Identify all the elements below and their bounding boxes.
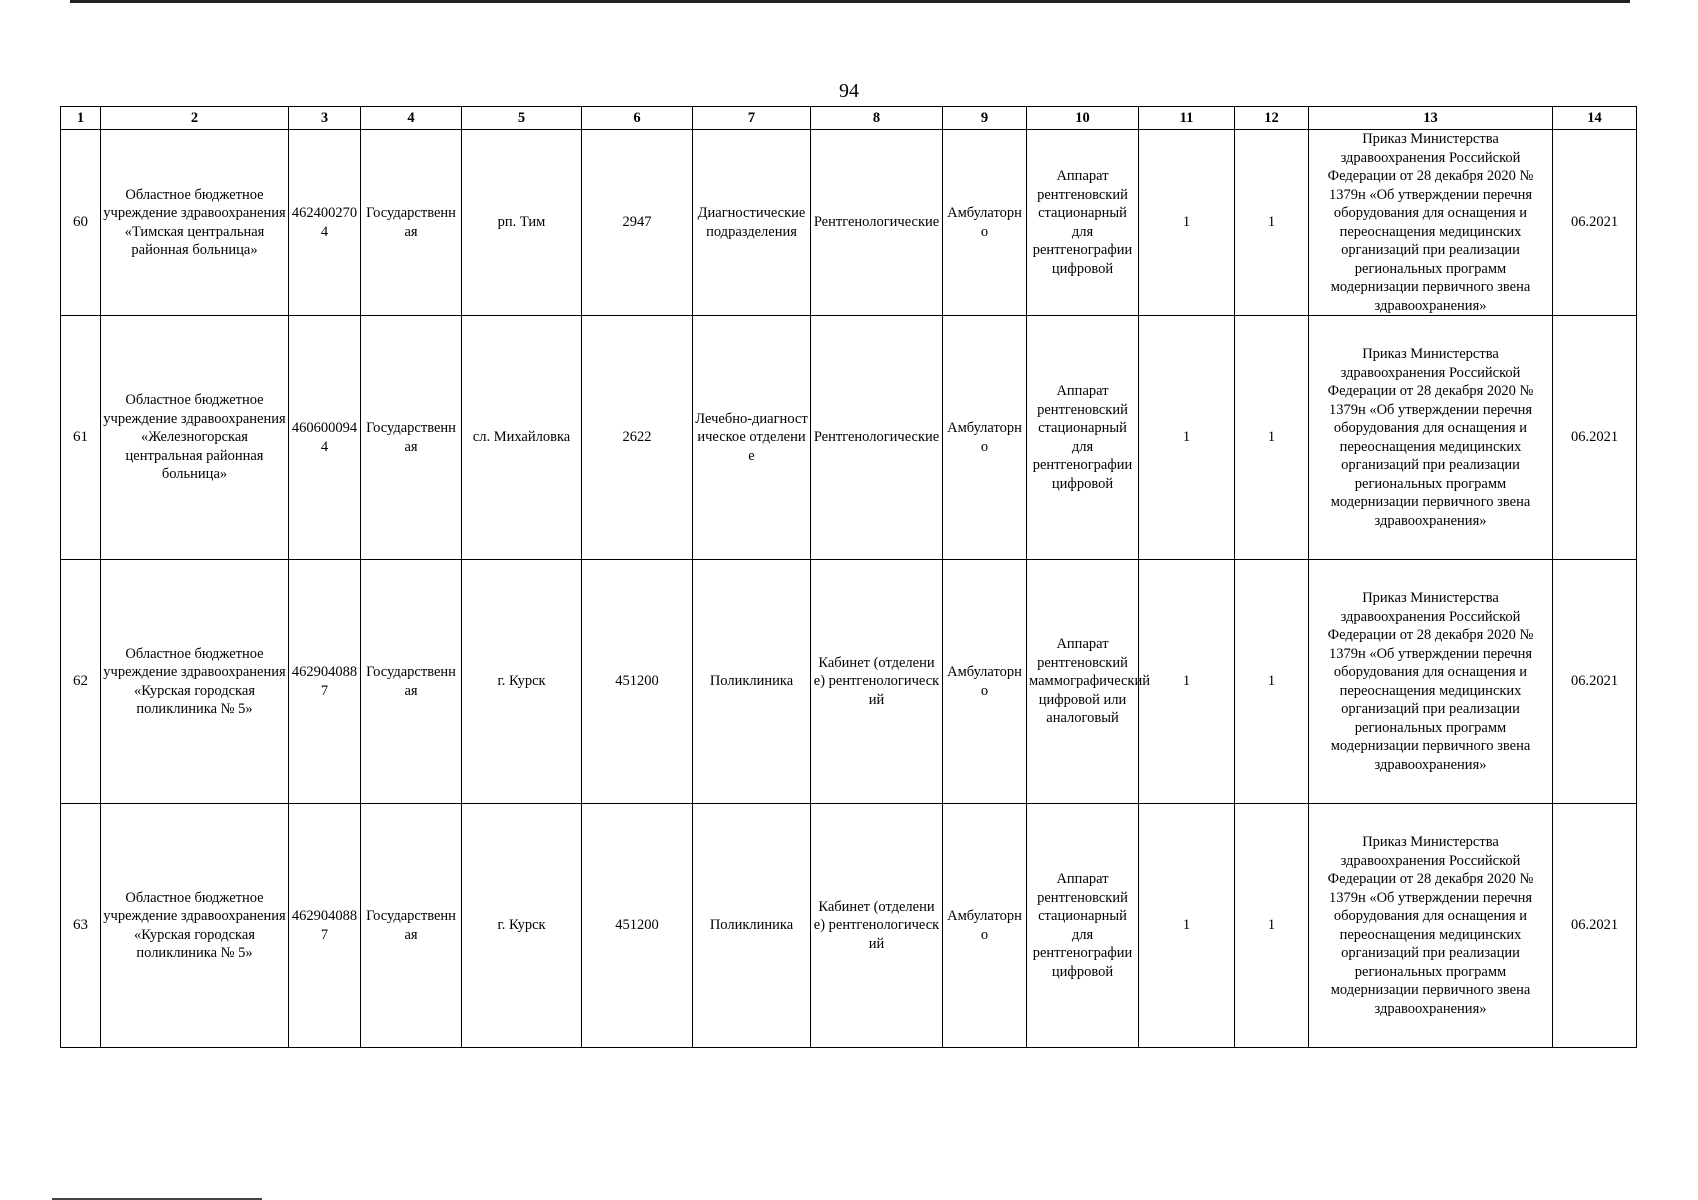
organization-name: Областное бюджетное учреждение здравоохранения «Курская городская поликлиника № 5»	[101, 804, 289, 1048]
equipment-name: Аппарат рентгеновский маммографический цифровой или аналоговый	[1027, 560, 1139, 804]
organization-code: 4606000944	[289, 316, 361, 560]
delivery-date: 06.2021	[1553, 804, 1637, 1048]
locality: рп. Тим	[462, 130, 582, 316]
column-header: 9	[943, 107, 1027, 130]
care-type: Амбулаторно	[943, 804, 1027, 1048]
delivery-date: 06.2021	[1553, 316, 1637, 560]
department: Рентгенологические	[811, 130, 943, 316]
row-number: 61	[61, 316, 101, 560]
ownership-form: Государственная	[361, 560, 462, 804]
equipment-table	[60, 106, 1637, 1048]
ownership-form: Государственная	[361, 804, 462, 1048]
locality: сл. Михайловка	[462, 316, 582, 560]
organization-code: 4629040887	[289, 804, 361, 1048]
equipment-name: Аппарат рентгеновский стационарный для рентгенографии цифровой	[1027, 804, 1139, 1048]
quantity-1: 1	[1139, 560, 1235, 804]
department: Кабинет (отделение) рентгенологический	[811, 560, 943, 804]
organization-name: Областное бюджетное учреждение здравоохранения «Курская городская поликлиника № 5»	[101, 560, 289, 804]
quantity-1: 1	[1139, 316, 1235, 560]
legal-basis: Приказ Министерства здравоохранения Российской Федерации от 28 декабря 2020 № 1379н «Об утверждении перечня оборудования для оснащения и переоснащения медицинских организаций при реализации региональных программ модернизации первичного звена здравоохранения»	[1309, 804, 1553, 1048]
row-number: 62	[61, 560, 101, 804]
delivery-date: 06.2021	[1553, 560, 1637, 804]
organization-code: 4629040887	[289, 560, 361, 804]
column-header: 1	[61, 107, 101, 130]
column-header: 5	[462, 107, 582, 130]
equipment-name: Аппарат рентгеновский стационарный для рентгенографии цифровой	[1027, 130, 1139, 316]
table-row	[61, 316, 1637, 560]
header-row	[61, 107, 1637, 130]
row-number: 60	[61, 130, 101, 316]
quantity-2: 1	[1235, 560, 1309, 804]
population: 2622	[582, 316, 693, 560]
table-row	[61, 804, 1637, 1048]
quantity-2: 1	[1235, 804, 1309, 1048]
quantity-2: 1	[1235, 316, 1309, 560]
subdivision: Поликлиника	[693, 804, 811, 1048]
quantity-2: 1	[1235, 130, 1309, 316]
ownership-form: Государственная	[361, 130, 462, 316]
legal-basis: Приказ Министерства здравоохранения Российской Федерации от 28 декабря 2020 № 1379н «Об утверждении перечня оборудования для оснащения и переоснащения медицинских организаций при реализации региональных программ модернизации первичного звена здравоохранения»	[1309, 130, 1553, 316]
locality: г. Курск	[462, 804, 582, 1048]
subdivision: Диагностические подразделения	[693, 130, 811, 316]
department: Кабинет (отделение) рентгенологический	[811, 804, 943, 1048]
column-header: 4	[361, 107, 462, 130]
care-type: Амбулаторно	[943, 560, 1027, 804]
column-header: 14	[1553, 107, 1637, 130]
column-header: 7	[693, 107, 811, 130]
column-header: 3	[289, 107, 361, 130]
legal-basis: Приказ Министерства здравоохранения Российской Федерации от 28 декабря 2020 № 1379н «Об утверждении перечня оборудования для оснащения и переоснащения медицинских организаций при реализации региональных программ модернизации первичного звена здравоохранения»	[1309, 316, 1553, 560]
equipment-name: Аппарат рентгеновский стационарный для рентгенографии цифровой	[1027, 316, 1139, 560]
top-rule	[70, 0, 1630, 3]
column-header: 6	[582, 107, 693, 130]
organization-code: 4624002704	[289, 130, 361, 316]
population: 451200	[582, 560, 693, 804]
organization-name: Областное бюджетное учреждение здравоохранения «Тимская центральная районная больница»	[101, 130, 289, 316]
population: 451200	[582, 804, 693, 1048]
table-row	[61, 130, 1637, 316]
population: 2947	[582, 130, 693, 316]
row-number: 63	[61, 804, 101, 1048]
column-header: 10	[1027, 107, 1139, 130]
organization-name: Областное бюджетное учреждение здравоохранения «Железногорская центральная районная больница»	[101, 316, 289, 560]
subdivision: Поликлиника	[693, 560, 811, 804]
column-header: 13	[1309, 107, 1553, 130]
table-row	[61, 560, 1637, 804]
quantity-1: 1	[1139, 804, 1235, 1048]
page-number: 94	[839, 80, 859, 102]
subdivision: Лечебно-диагностическое отделение	[693, 316, 811, 560]
ownership-form: Государственная	[361, 316, 462, 560]
quantity-1: 1	[1139, 130, 1235, 316]
department: Рентгенологические	[811, 316, 943, 560]
care-type: Амбулаторно	[943, 316, 1027, 560]
delivery-date: 06.2021	[1553, 130, 1637, 316]
legal-basis: Приказ Министерства здравоохранения Российской Федерации от 28 декабря 2020 № 1379н «Об утверждении перечня оборудования для оснащения и переоснащения медицинских организаций при реализации региональных программ модернизации первичного звена здравоохранения»	[1309, 560, 1553, 804]
locality: г. Курск	[462, 560, 582, 804]
care-type: Амбулаторно	[943, 130, 1027, 316]
column-header: 12	[1235, 107, 1309, 130]
column-header: 8	[811, 107, 943, 130]
column-header: 11	[1139, 107, 1235, 130]
column-header: 2	[101, 107, 289, 130]
